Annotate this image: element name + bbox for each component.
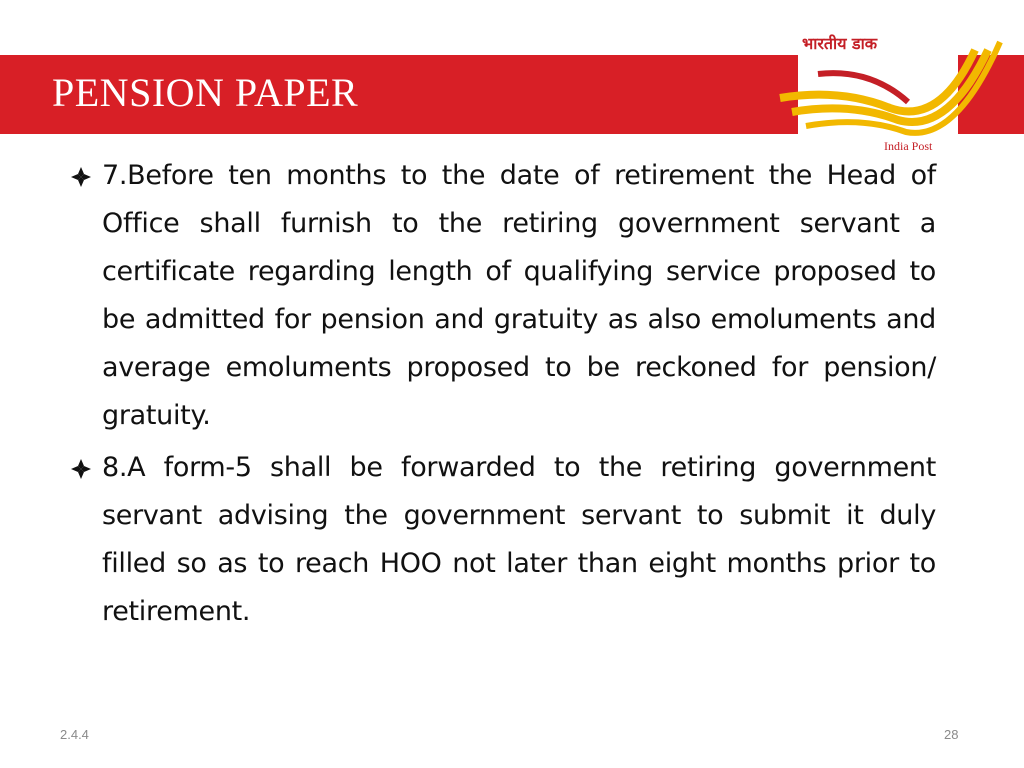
bullet-text: 8.A form-5 shall be forwarded to the retiring government servant advising the government servant to submit it duly filled so as to reach HOO not later than eight months prior to retirement. [102, 452, 936, 627]
bullet-item [68, 152, 936, 440]
bullet-list [68, 152, 936, 640]
diamond-bullet-icon [70, 166, 92, 188]
bullet-text: 7.Before ten months to the date of retirement the Head of Office shall furnish to the retiring government servant a certificate regarding length of qualifying service proposed to be admitted for pension and gratuity as also emoluments and average emoluments proposed to be reckoned for pension/ gratuity. [102, 160, 936, 431]
logo-hindi-text: भारतीय डाक [802, 34, 878, 53]
diamond-bullet-icon [70, 458, 92, 480]
bullet-item [68, 444, 936, 636]
page-number: 28 [944, 727, 959, 742]
logo-caption: India Post [884, 139, 933, 153]
slide-title: PENSION PAPER [52, 70, 359, 115]
india-post-logo [770, 30, 1010, 140]
footer-section-number: 2.4.4 [60, 727, 89, 742]
